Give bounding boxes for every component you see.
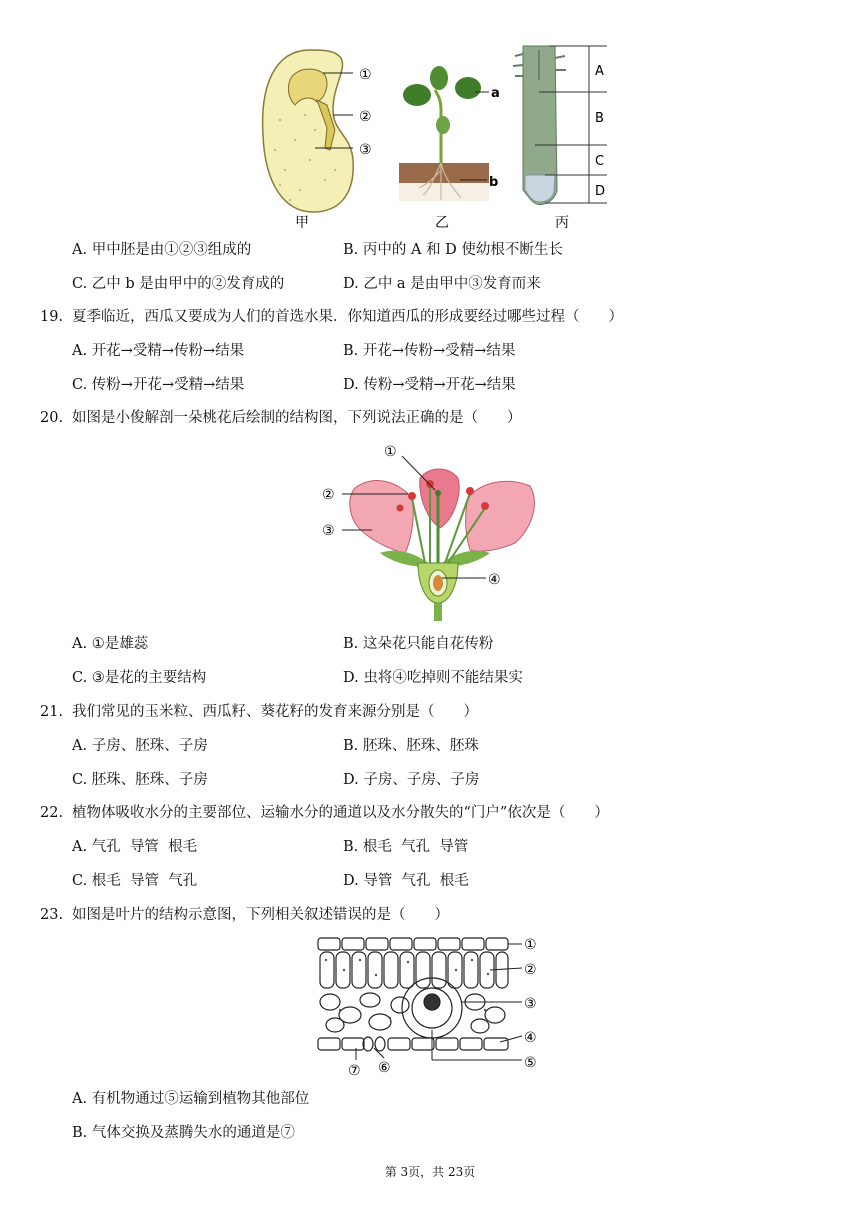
q19-option-b: B. 开花→传粉→受精→结果 [343,343,516,359]
q20-option-c: C. ③是花的主要结构 [72,670,207,686]
flower-label-3: ③ [322,523,335,539]
q19-option-a: A. 开花→受精→传粉→结果 [72,343,245,359]
caption-bing: 丙 [555,215,569,231]
leaf-label-4: ④ [524,1030,537,1046]
seedling-label-a: a [491,86,500,101]
q18-option-d: D. 乙中 a 是由甲中③发育而来 [343,276,541,292]
q22-stem: 22. 植物体吸收水分的主要部位、运输水分的通道以及水分散失的“门户”依次是（ ） [40,805,609,821]
q21-option-d: D. 子房、子房、子房 [343,772,480,788]
root-label-B: B [595,111,604,126]
caption-yi: 乙 [435,215,449,231]
q18-option-c: C. 乙中 b 是由甲中的②发育成的 [72,276,285,292]
leaf-label-6: ⑥ [378,1060,391,1076]
seed-label-3: ③ [359,142,372,158]
bean-seed-diagram [263,50,354,212]
q22-option-d: D. 导管 气孔 根毛 [343,873,469,889]
q23-stem: 23. 如图是叶片的结构示意图，下列相关叙述错误的是（ ） [40,907,449,923]
leaf-label-1: ① [524,937,537,953]
q20-option-d: D. 虫将④吃掉则不能结果实 [343,670,523,686]
q19-option-c: C. 传粉→开花→受精→结果 [72,377,245,393]
q23-option-b: B. 气体交换及蒸腾失水的通道是⑦ [72,1125,295,1141]
q21-option-c: C. 胚珠、胚珠、子房 [72,772,208,788]
q23-option-a: A. 有机物通过⑤运输到植物其他部位 [72,1091,310,1107]
root-tip-diagram [513,46,607,205]
q18-option-a: A. 甲中胚是由①②③组成的 [72,242,252,258]
q21-option-a: A. 子房、胚珠、子房 [72,738,208,754]
root-label-C: C [595,154,605,169]
q22-option-b: B. 根毛 气孔 导管 [343,839,469,855]
leaf-label-5: ⑤ [524,1055,537,1071]
leaf-label-7: ⑦ [348,1063,361,1079]
q22-option-a: A. 气孔 导管 根毛 [72,839,198,855]
q19-option-d: D. 传粉→受精→开花→结果 [343,377,516,393]
q21-stem: 21. 我们常见的玉米粒、西瓜籽、葵花籽的发育来源分别是（ ） [40,704,478,720]
flower-label-4: ④ [488,572,501,588]
q22-option-c: C. 根毛 导管 气孔 [72,873,198,889]
q19-stem: 19. 夏季临近，西瓜又要成为人们的首选水果．你知道西瓜的形成要经过哪些过程（ ） [40,309,623,325]
seedling-diagram [399,66,489,201]
q20-option-a: A. ①是雄蕊 [72,636,149,652]
q21-option-b: B. 胚珠、胚珠、胚珠 [343,738,479,754]
seedling-label-b: b [489,175,499,190]
page-footer: 第 3页，共 23页 [384,1165,476,1179]
caption-jia: 甲 [295,215,309,231]
q20-option-b: B. 这朵花只能自花传粉 [343,636,494,652]
figure-peach-flower [320,438,550,623]
root-label-A: A [595,64,604,79]
leaf-label-2: ② [524,962,537,978]
figure-leaf-cross-section [310,930,555,1082]
q18-option-b: B. 丙中的 A 和 D 使幼根不断生长 [343,242,563,258]
seed-label-1: ① [359,67,372,83]
seed-label-2: ② [359,109,372,125]
leaf-label-3: ③ [524,996,537,1012]
flower-label-1: ① [384,444,397,460]
root-label-D: D [595,184,606,199]
q20-stem: 20. 如图是小俊解剖一朵桃花后绘制的结构图，下列说法正确的是（ ） [40,410,522,426]
flower-label-2: ② [322,487,335,503]
figure-seed-seedling-root [255,40,615,235]
